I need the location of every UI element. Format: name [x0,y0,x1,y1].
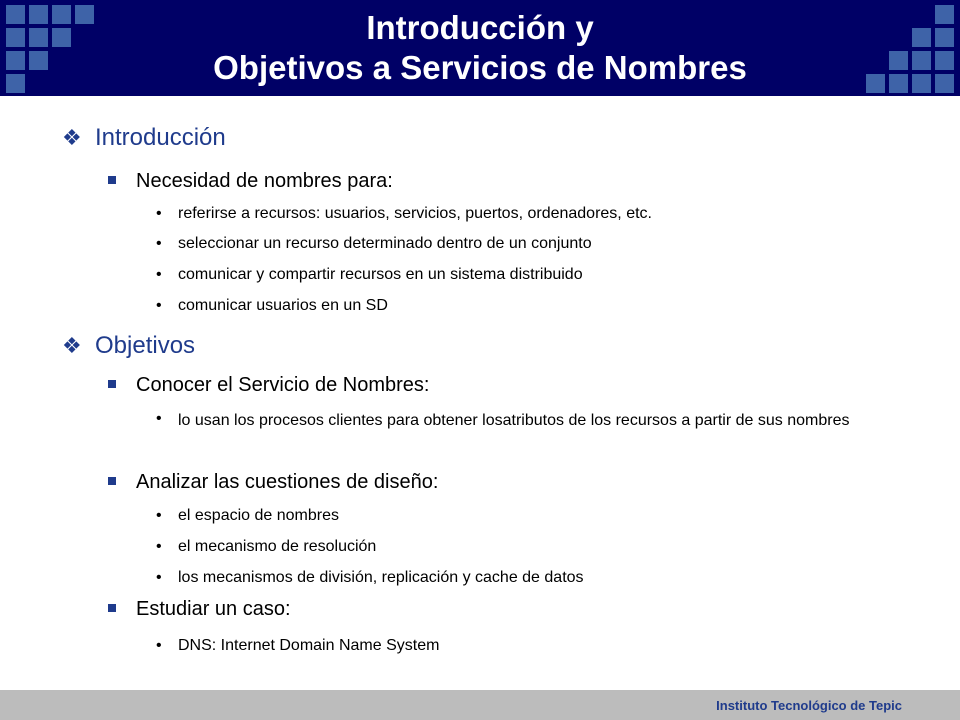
diamond-bullet-icon: ❖ [62,125,82,150]
list-item: el mecanismo de resolución [178,538,377,555]
dot-bullet-icon: • [156,205,162,222]
dot-bullet-icon: • [156,507,162,524]
square-bullet-icon [108,380,116,388]
dot-bullet-icon: • [156,538,162,555]
list-item: comunicar usuarios en un SD [178,297,388,314]
subsection-heading: Necesidad de nombres para: [136,170,393,192]
subsection-heading: Estudiar un caso: [136,598,291,620]
dot-bullet-icon: • [156,297,162,314]
list-item: el espacio de nombres [178,507,339,524]
list-item: los mecanismos de división, replicación y cache de datos [178,569,584,586]
list-item: referirse a recursos: usuarios, servicios, puertos, ordenadores, etc. [178,205,652,222]
subsection-heading: Conocer el Servicio de Nombres: [136,374,430,396]
list-item: seleccionar un recurso determinado dentro de un conjunto [178,235,592,252]
footer-bar [0,690,960,720]
section-heading: Objetivos [95,332,196,359]
square-bullet-icon [108,477,116,485]
square-bullet-icon [108,176,116,184]
dot-bullet-icon: • [156,410,162,427]
diamond-bullet-icon: ❖ [62,333,82,358]
list-item: lo usan los procesos clientes para obtener losatributos de los recursos a partir de sus nombres [178,412,850,429]
square-bullet-icon [108,604,116,612]
section-heading: Introducción [95,124,226,151]
list-item: DNS: Internet Domain Name System [178,637,440,654]
list-item: comunicar y compartir recursos en un sistema distribuido [178,266,583,283]
footer-text: Instituto Tecnológico de Tepic [716,698,902,713]
slide-title-line1: Introducción y [366,9,594,46]
slide-title-line2: Objetivos a Servicios de Nombres [213,49,747,86]
dot-bullet-icon: • [156,235,162,252]
subsection-heading: Analizar las cuestiones de diseño: [136,471,439,493]
dot-bullet-icon: • [156,569,162,586]
dot-bullet-icon: • [156,637,162,654]
dot-bullet-icon: • [156,266,162,283]
